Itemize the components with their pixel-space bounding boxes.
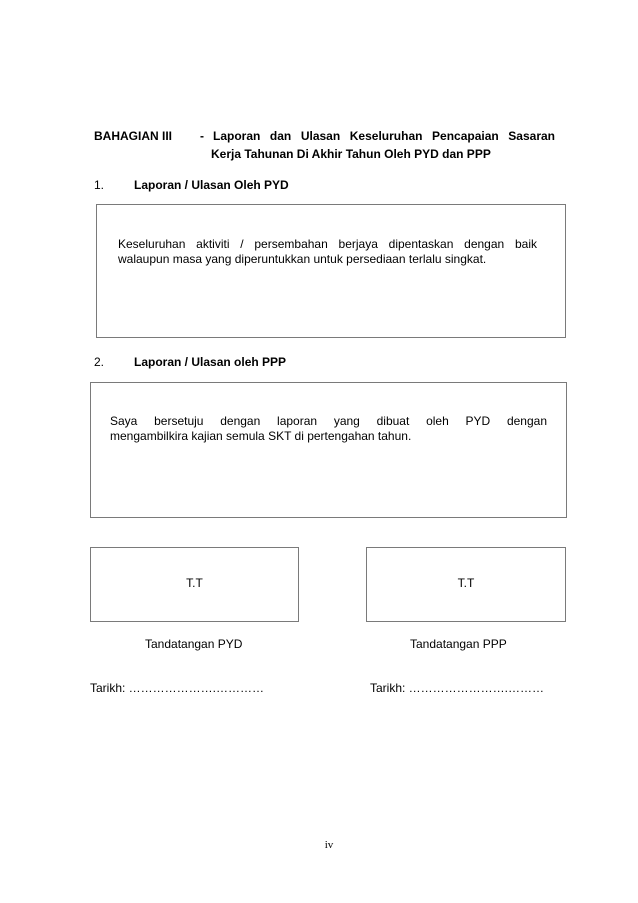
ppp-signature-box — [366, 547, 566, 622]
item2-number: 2. — [94, 355, 105, 369]
section-title-line1: Laporan dan Ulasan Keseluruhan Pencapaian Sasaran — [213, 129, 555, 143]
ppp-report-line1: Saya bersetuju dengan laporan yang dibuat oleh PYD dengan — [110, 414, 547, 428]
page-number: iv — [324, 839, 334, 851]
item1-heading: Laporan / Ulasan Oleh PYD — [134, 178, 289, 192]
item1-number: 1. — [94, 178, 105, 192]
section-dash: - — [200, 129, 204, 143]
pyd-date-field: Tarikh: ………………….………… — [90, 681, 265, 695]
pyd-signature-box — [90, 547, 299, 622]
section-title-line2: Kerja Tahunan Di Akhir Tahun Oleh PYD dan PPP — [211, 147, 491, 161]
pyd-signature-label: Tandatangan PYD — [145, 637, 243, 651]
ppp-report-line2: mengambilkira kajian semula SKT di pertengahan tahun. — [110, 429, 412, 443]
ppp-signature-text: T.T — [457, 576, 475, 590]
ppp-date-field: Tarikh: …………………….……… — [370, 681, 545, 695]
section-label: BAHAGIAN III — [94, 129, 172, 143]
pyd-signature-text: T.T — [186, 576, 203, 590]
pyd-report-line1: Keseluruhan aktiviti / persembahan berjaya dipentaskan dengan baik — [118, 237, 537, 251]
item2-heading: Laporan / Ulasan oleh PPP — [134, 355, 287, 369]
pyd-report-line2: walaupun masa yang diperuntukkan untuk persediaan terlalu singkat. — [118, 252, 487, 266]
ppp-report-box — [90, 382, 567, 518]
ppp-signature-label: Tandatangan PPP — [410, 637, 507, 651]
pyd-report-box — [96, 204, 566, 338]
